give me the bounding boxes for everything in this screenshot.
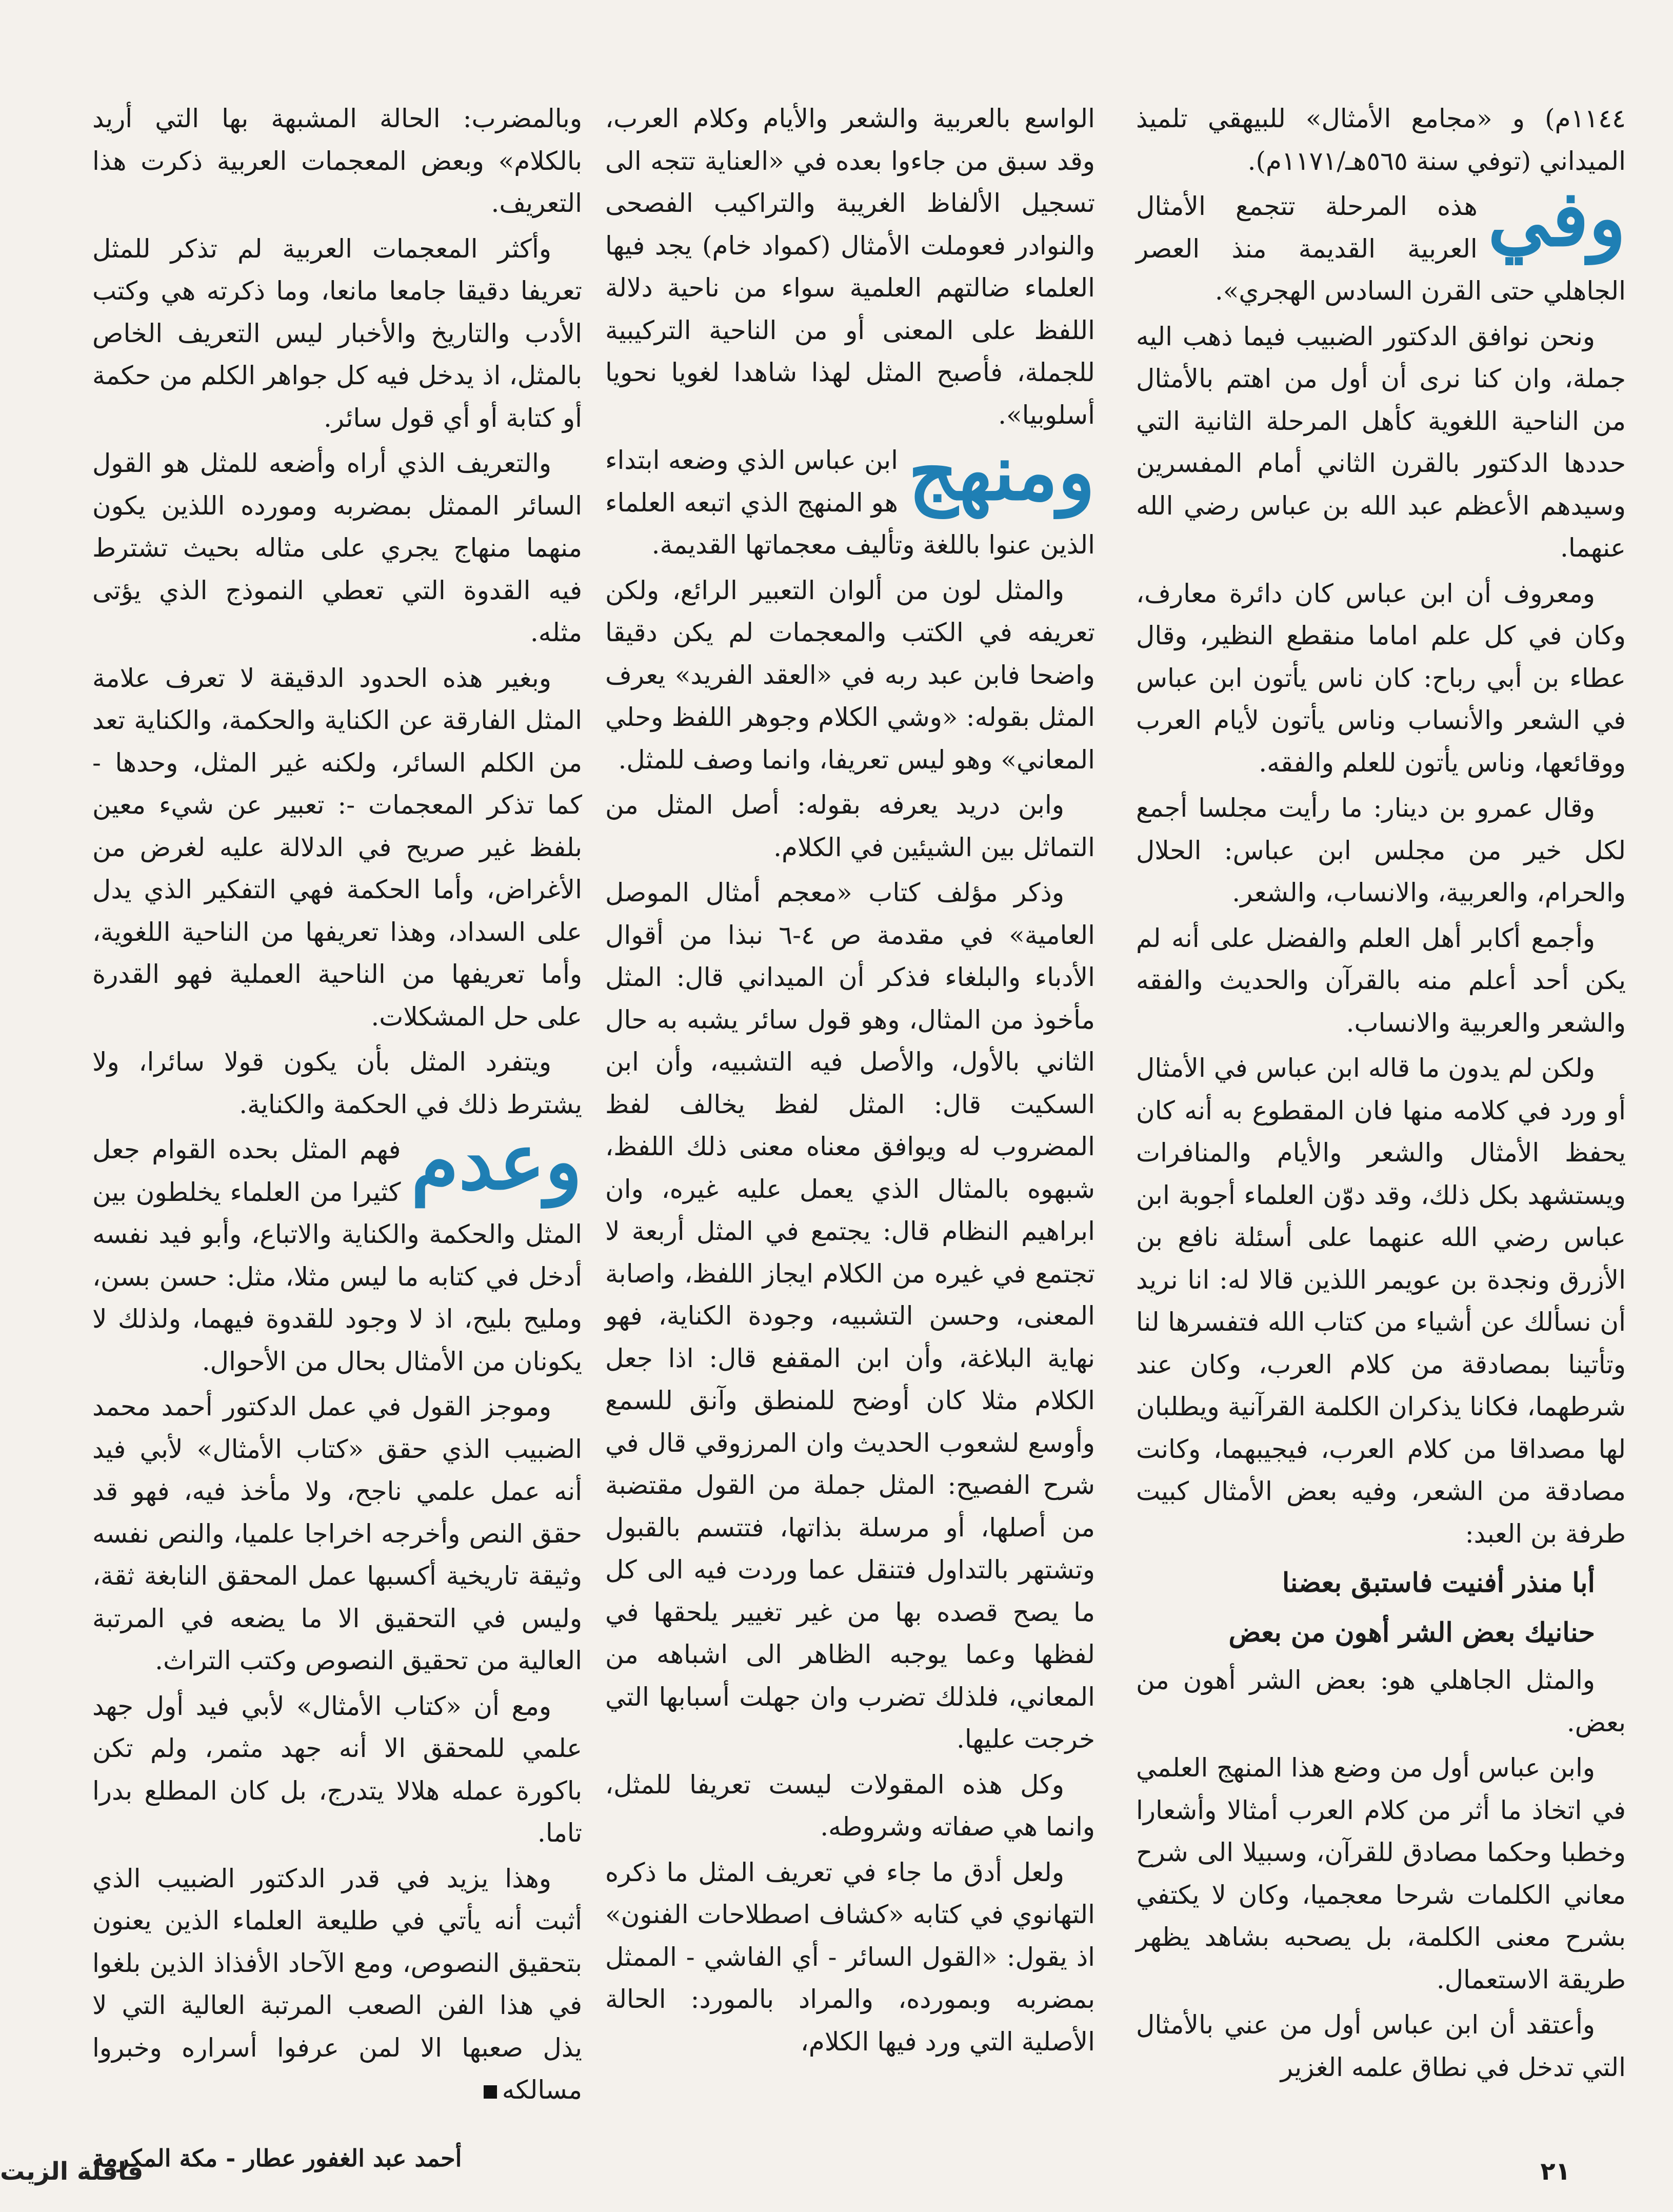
paragraph: وابن عباس أول من وضع هذا المنهج العلمي في اتخاذ ما أثر من كلام العرب أمثالا وأشعارا وخطبا وحكما مصادق للقرآن، وسبيلا الى شرح معاني الكلمات شرحا معجميا، وكان لا يكتفي بشرح معنى الكلمة، بل يصحبه بشاهد يظهر طريقة الاستعمال. — [1136, 1753, 1626, 1994]
magazine-name: قافلة الزيت — [0, 2157, 144, 2186]
author-signature: أحمد عبد الغفور عطار - مكة المكرمة — [92, 2144, 462, 2172]
paragraph-text: ابن عباس الذي وضعه ابتداء هو المنهج الذي اتبعه العلماء الذين عنوا باللغة وتأليف معجماتها القديمة. — [605, 445, 1095, 560]
poem-verse-2: حنانيك بعض الشر أهون من بعض — [1228, 1616, 1595, 1648]
paragraph: ومع أن «كتاب الأمثال» لأبي فيد أول جهد علمي للمحقق الا أنه جهد مثمر، ولم تكن باكورة عمله هلالا يتدرج، بل كان المطلع بدرا تاما. — [92, 1691, 582, 1848]
drop-cap-word: ومنهج — [908, 427, 1095, 518]
paragraph: ١١٤٤م) و «مجامع الأمثال» للبيهقي تلميذ الميداني (توفي سنة ٥٦٥هـ/١١٧١م). — [1136, 104, 1626, 176]
drop-cap-word: وفي — [1487, 173, 1626, 264]
drop-cap-word: وعدم — [411, 1117, 582, 1207]
paragraph-text: هذه المرحلة تتجمع الأمثال العربية القديمة منذ العصر الجاهلي حتى القرن السادس الهجري». — [1136, 191, 1626, 306]
end-of-article-mark-icon — [484, 2085, 497, 2099]
paragraph: وأكثر المعجمات العربية لم تذكر للمثل تعريفا دقيقا جامعا مانعا، وما ذكرته هي وكتب الأدب والتاريخ والأخبار ليس التعريف الخاص بالمثل، اذ يدخل فيه كل جواهر الكلم من حكمة أو كتابة أو أي قول سائر. — [92, 233, 582, 433]
paragraph-text: وهذا يزيد في قدر الدكتور الضبيب الذي أثبت أنه يأتي في طليعة العلماء الذين يعنون بتحقيق النصوص، ومع الآحاد الأفذاذ الذين بلغوا في هذا الفن الصعب المرتبة العالية التي لا يذل صعبها الا لمن عرفوا أسراره وخبروا مسالكه — [92, 1863, 582, 2105]
paragraph: وكل هذه المقولات ليست تعريفا للمثل، وانما هي صفاته وشروطه. — [605, 1769, 1095, 1842]
paragraph — [1136, 173, 1626, 312]
paragraph — [92, 1858, 582, 2111]
paragraph: وابن دريد يعرفه بقوله: أصل المثل من التماثل بين الشيئين في الكلام. — [605, 790, 1095, 862]
paragraph: وبالمضرب: الحالة المشبهة بها التي أريد بالكلام» وبعض المعجمات العربية ذكرت هذا التعريف. — [92, 104, 582, 218]
paragraph: والمثل لون من ألوان التعبير الرائع، ولكن تعريفه في الكتب والمعجمات لم يكن دقيقا واضحا فابن عبد ربه في «العقد الفريد» يعرف المثل بقوله: «وشي الكلام وجوهر اللفظ وحلي المعاني» وهو ليس تعريفا، وانما وصف للمثل. — [605, 575, 1095, 775]
paragraph — [605, 427, 1095, 566]
paragraph: وأعتقد أن ابن عباس أول من عني بالأمثال التي تدخل في نطاق علمه الغزير — [1136, 2010, 1626, 2082]
paragraph: والمثل الجاهلي هو: بعض الشر أهون من بعض. — [1136, 1665, 1626, 1737]
paragraph: الواسع بالعربية والشعر والأيام وكلام العرب، وقد سبق من جاءوا بعده في «العناية تتجه الى تسجيل الألفاظ الغريبة والتراكيب الفصحى والنوادر فعوملت الأمثال (كمواد خام) يجد فيها العلماء ضالتهم العلمية سواء من ناحية دلالة اللفظ على المعنى أو من الناحية التركيبية للجملة، فأصبح المثل لهذا شاهدا لغويا نحويا أسلوبيا». — [605, 104, 1095, 430]
column-left — [92, 97, 582, 2179]
column-middle — [605, 97, 1095, 2066]
paragraph: وبغير هذه الحدود الدقيقة لا تعرف علامة المثل الفارقة عن الكناية والحكمة، والكناية تعد من الكلم السائر، ولكنه غير المثل، وحدها - كما تذكر المعجمات -: تعبير عن شيء معين بلفظ غير صريح في الدلالة عليه لغرض من الأغراض، وأما الحكمة فهي التفكير الذي يدل على السداد، وهذا تعريفها من الناحية اللغوية، وأما تعريفها من الناحية العملية فهو القدرة على حل المشكلات. — [92, 663, 582, 1032]
paragraph: وذكر مؤلف كتاب «معجم أمثال الموصل العامية» في مقدمة ص ٤-٦ نبذا من أقوال الأدباء والبلغاء فذكر أن الميداني قال: المثل مأخوذ من المثال، وهو قول سائر يشبه به حال الثاني بالأول، والأصل فيه التشبيه، وأن ابن السكيت قال: المثل لفظ يخالف لفظ المضروب له ويوافق معناه معنى ذلك اللفظ، شبهوه بالمثال الذي يعمل عليه غيره، وان ابراهيم النظام قال: يجتمع في المثل أربعة لا تجتمع في غيره من الكلام ايجاز اللفظ، واصابة المعنى، وحسن التشبيه، وجودة الكناية، فهو نهاية البلاغة، وأن ابن المقفع قال: اذا جعل الكلام مثلا كان أوضح للمنطق وآنق للسمع وأوسع لشعوب الحديث وان المرزوقي قال في شرح الفصيح: المثل جملة من القول مقتضبة من أصلها، أو مرسلة بذاتها، فتتسم بالقبول وتشتهر بالتداول فتنقل عما وردت فيه الى كل ما يصح قصده بها من غير تغيير يلحقها في لفظها وعما يوجبه الظاهر الى اشباهه من المعاني، فلذلك تضرب وان جهلت أسبابها التي خرجت عليها. — [605, 878, 1095, 1754]
paragraph: ويتفرد المثل بأن يكون قولا سائرا، ولا يشترط ذلك في الحكمة والكناية. — [92, 1047, 582, 1119]
paragraph: والتعريف الذي أراه وأضعه للمثل هو القول السائر الممثل بمضربه ومورده اللذين يكون منهما منهاج يجري على مثاله بحيث تشترط فيه القدوة التي تعطي النموذج الذي يؤتى مثله. — [92, 448, 582, 647]
paragraph-text: فهم المثل بحده القوام جعل كثيرا من العلماء يخلطون بين المثل والحكمة والكناية والاتباع، وأبو فيد نفسه أدخل في كتابه ما ليس مثلا، مثل: حسن بسن، ومليح بليح، اذ لا وجود للقدوة فيهما، ولذلك لا يكونان من الأمثال بحال من الأحوال. — [92, 1135, 582, 1376]
paragraph — [92, 1117, 582, 1382]
paragraph: ولكن لم يدون ما قاله ابن عباس في الأمثال أو ورد في كلامه منها فان المقطوع به أنه كان يحفظ الأمثال والشعر والأيام والمنافرات ويستشهد بكل ذلك، وقد دوّن العلماء أجوبة ابن عباس رضي الله عنهما على أسئلة نافع بن الأزرق ونجدة بن عويمر اللذين قالا له: انا نريد أن نسألك عن أشياء من كتاب الله فتفسرها لنا وتأتينا بمصادقة من كلام العرب، وكان عند شرطهما، فكانا يذكران الكلمة القرآنية ويطلبان لها مصداقا من كلام العرب، فيجيبهما، وكانت مصادقة من الشعر، وفيه بعض الأمثال كبيت طرفة بن العبد: — [1136, 1053, 1626, 1549]
poem-verse-1: أبا منذر أفنيت فاستبق بعضنا — [1282, 1567, 1595, 1598]
page-number: ٢١ — [1540, 2157, 1570, 2186]
paragraph: وأجمع أكابر أهل العلم والفضل على أنه لم يكن أحد أعلم منه بالقرآن والحديث والفقه والشعر والعربية والانساب. — [1136, 923, 1626, 1038]
paragraph: ونحن نوافق الدكتور الضبيب فيما ذهب اليه جملة، وان كنا نرى أن أول من اهتم بالأمثال من الناحية اللغوية كأهل المرحلة الثانية التي حددها الدكتور بالقرن الثاني أمام المفسرين وسيدهم الأعظم عبد الله بن عباس رضي الله عنهما. — [1136, 321, 1626, 563]
column-right — [1136, 97, 1626, 2091]
paragraph: وموجز القول في عمل الدكتور أحمد محمد الضبيب الذي حقق «كتاب الأمثال» لأبي فيد أنه عمل علمي ناجح، ولا مأخذ فيه، فهو قد حقق النص وأخرجه اخراجا علميا، والنص نفسه وثيقة تاريخية أكسبها عمل المحقق النابغة ثقة، وليس في التحقيق الا ما يضعه في المرتبة العالية من تحقيق النصوص وكتب التراث. — [92, 1392, 582, 1675]
paragraph: وقال عمرو بن دينار: ما رأيت مجلسا أجمع لكل خير من مجلس ابن عباس: الحلال والحرام، والعربية، والانساب، والشعر. — [1136, 793, 1626, 907]
paragraph: ومعروف أن ابن عباس كان دائرة معارف، وكان في كل علم اماما منقطع النظير، وقال عطاء بن أبي رباح: كان ناس يأتون ابن عباس في الشعر والأنساب وناس يأتون لأيام العرب ووقائعها، وناس يأتون للعلم والفقه. — [1136, 578, 1626, 778]
paragraph: ولعل أدق ما جاء في تعريف المثل ما ذكره التهانوي في كتابه «كشاف اصطلاحات الفنون» اذ يقول: «القول السائر - أي الفاشي - الممثل بمضربه وبمورده، والمراد بالمورد: الحالة الأصلية التي ورد فيها الكلام، — [605, 1857, 1095, 2057]
